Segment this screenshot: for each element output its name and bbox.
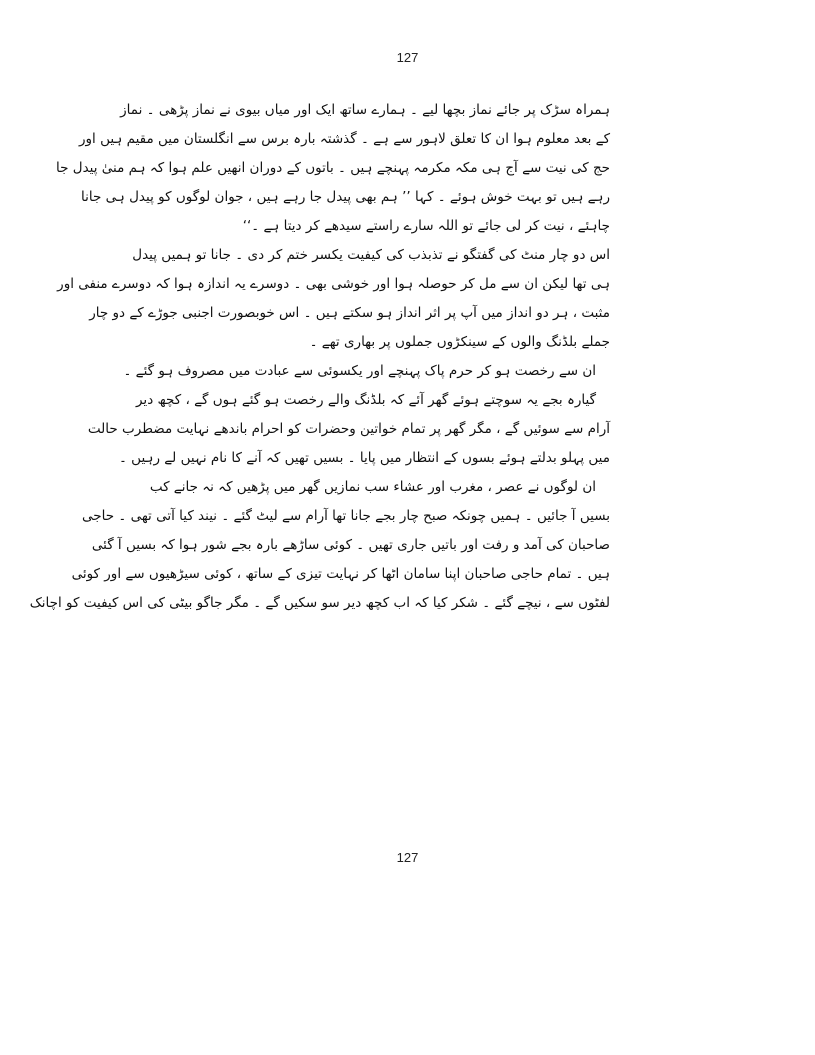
body-text [29, 96, 610, 618]
text-line: بسیں آ جائیں ۔ ہمیں چونکہ صبح چار بجے جانا تھا آرام سے لیٹ گئے ۔ نیند کیا آتی تھی ۔ حاجی [82, 508, 610, 524]
text-line: گیارہ بجے یہ سوچتے ہوئے گھر آئے کہ بلڈنگ والے رخصت ہو گئے ہوں گے ، کچھ دیر [135, 392, 596, 408]
text-line: ان سے رخصت ہو کر حرم پاک پہنچے اور یکسوئی سے عبادت میں مصروف ہو گئے ۔ [123, 363, 596, 379]
text-line: رہے ہیں تو بہت خوش ہوئے ۔ کہا ’’ ہم بھی پیدل جا رہے ہیں ، جوان لوگوں کو پیدل ہی جانا [81, 189, 610, 205]
text-line: میں پہلو بدلتے ہوئے بسوں کے انتظار میں پایا ۔ بسیں تھیں کہ آنے کا نام نہیں لے رہیں ۔ [118, 450, 610, 466]
text-line: آرام سے سوئیں گے ، مگر گھر پر تمام خواتین وحضرات کو احرام باندھے نہایت مضطرب حالت [87, 421, 610, 437]
text-line: کے بعد معلوم ہوا ان کا تعلق لاہور سے ہے ۔ گذشتہ بارہ برس سے انگلستان میں مقیم ہیں اور [78, 131, 610, 147]
text-line: ان لوگوں نے عصر ، مغرب اور عشاء سب نمازیں گھر میں پڑھیں کہ نہ جانے کب [149, 479, 596, 495]
text-line: جملے بلڈنگ والوں کے سینکڑوں جملوں پر بھاری تھے ۔ [309, 334, 610, 350]
text-line: چاہئے ، نیت کر لی جائے تو اللہ سارے راستے سیدھے کر دیتا ہے ۔‘‘ [242, 218, 610, 234]
text-line: مثبت ، ہر دو انداز میں آپ پر اثر انداز ہو سکتے ہیں ۔ اس خوبصورت اجنبی جوڑے کے دو چار [89, 305, 610, 321]
text-line: اس دو چار منٹ کی گفتگو نے تذبذب کی کیفیت یکسر ختم کر دی ۔ جانا تو ہمیں پیدل [132, 247, 610, 263]
page-number-top: 127 [396, 50, 419, 65]
text-line: ہیں ۔ تمام حاجی صاحبان اپنا سامان اٹھا کر نہایت تیزی کے ساتھ ، کوئی سیڑھیوں سے اور کوئی [71, 566, 610, 582]
text-line: صاحبان کی آمد و رفت اور باتیں جاری تھیں ۔ کوئی ساڑھے بارہ بجے شور ہوا کہ بسیں آ گئی [91, 537, 610, 553]
text-line: ہی تھا لیکن ان سے مل کر حوصلہ ہوا اور خوشی بھی ۔ دوسرے یہ اندازہ ہوا کہ دوسرے منفی اور [57, 276, 610, 292]
page-number-bottom: 127 [396, 850, 419, 865]
text-line: ہمراہ سڑک پر جائے نماز بچھا لیے ۔ ہمارے ساتھ ایک اور میاں بیوی نے نماز پڑھی ۔ نماز [120, 102, 610, 118]
text-line: حج کی نیت سے آج ہی مکہ مکرمہ پہنچے ہیں ۔ باتوں کے دوران انھیں علم ہوا کہ ہم منیٰ پیدل جا [56, 160, 610, 176]
text-line: لفٹوں سے ، نیچے گئے ۔ شکر کیا کہ اب کچھ دیر سو سکیں گے ۔ مگر جاگو بیٹی کی اس کیفیت کو اچانک [29, 595, 610, 611]
